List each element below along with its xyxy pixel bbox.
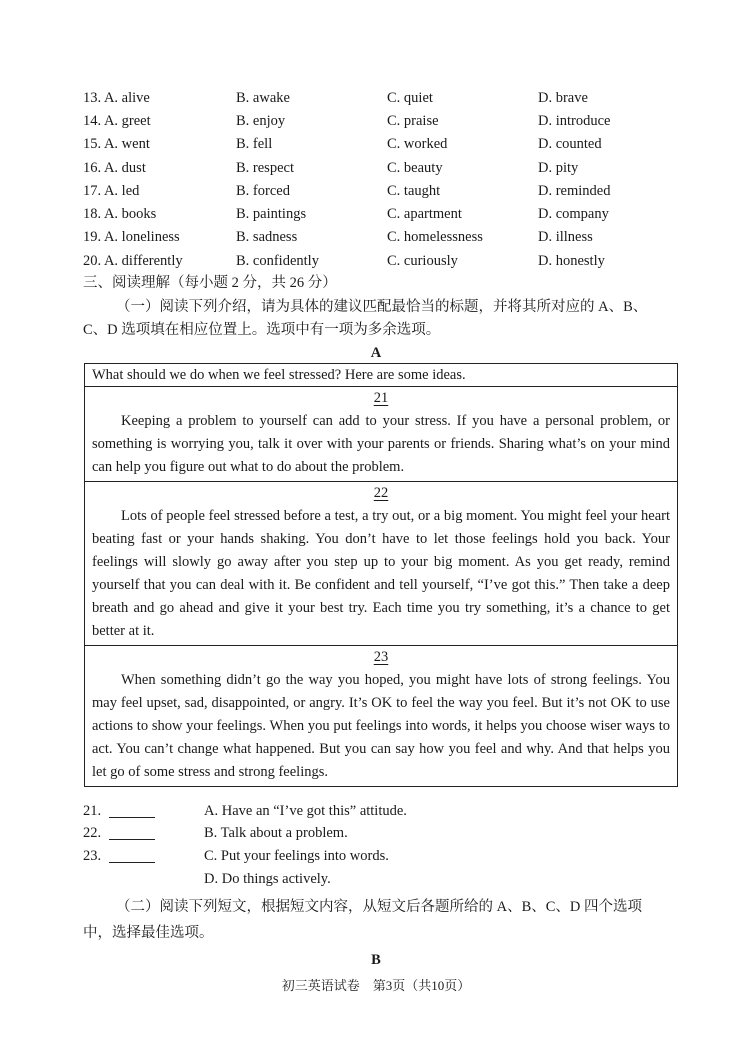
option-a: 16. A. dust bbox=[83, 160, 146, 176]
part1-instruction-line2: C、D 选项填在相应位置上。选项中有一项为多余选项。 bbox=[83, 322, 441, 338]
option-c: C. apartment bbox=[387, 206, 462, 222]
answer-row-extra bbox=[83, 868, 483, 890]
option-row-17 bbox=[83, 180, 683, 202]
option-b: B. enjoy bbox=[236, 113, 286, 129]
option-a: 15. A. went bbox=[83, 136, 150, 152]
option-b: B. forced bbox=[236, 183, 290, 199]
passage-block-22 bbox=[85, 482, 677, 646]
option-b: B. confidently bbox=[236, 253, 319, 269]
answer-number: 21. bbox=[83, 803, 102, 819]
option-c: C. taught bbox=[387, 183, 441, 199]
answer-option: A. Have an “I’ve got this” attitude. bbox=[204, 803, 407, 819]
option-b: B. fell bbox=[236, 136, 273, 152]
blank-number bbox=[92, 387, 670, 410]
option-d: D. brave bbox=[538, 90, 588, 106]
option-d: D. honestly bbox=[538, 253, 605, 269]
answer-option: C. Put your feelings into words. bbox=[204, 848, 389, 864]
passage-block-21 bbox=[85, 387, 677, 482]
option-d: D. introduce bbox=[538, 113, 611, 129]
option-row-13 bbox=[83, 87, 683, 109]
part2-instruction-line1: （二）阅读下列短文，根据短文内容，从短文后各题所给的 A、B、C、D 四个选项 bbox=[116, 899, 643, 915]
option-a: 19. A. loneliness bbox=[83, 229, 180, 245]
passage-paragraph: Lots of people feel stressed before a test, a try out, or a big moment. You might feel your heart beating fast or your hands shaking. You don’t have to let those feelings hold you back. Your feelings will slowly go away after you step up to your big moment. As you get ready, remind yourself that you can deal with it. Be confident and tell yourself, “I’ve got this.” Then take a deep breath and go ahead and give it your best try. Each time you try something, it’s a chance to get better at it. bbox=[92, 508, 670, 639]
option-d: D. company bbox=[538, 206, 609, 222]
blank-number-label: 23 bbox=[373, 649, 389, 665]
blank-number bbox=[92, 646, 670, 669]
option-d: D. reminded bbox=[538, 183, 611, 199]
passage-intro: What should we do when we feel stressed? Here are some ideas. bbox=[85, 364, 677, 387]
option-c: C. homelessness bbox=[387, 229, 483, 245]
answer-blank[interactable] bbox=[109, 827, 155, 840]
option-row-18 bbox=[83, 203, 683, 225]
option-row-16 bbox=[83, 157, 683, 179]
passage-paragraph: When something didn’t go the way you hoped, you might have lots of strong feelings. You may feel upset, sad, disappointed, or angry. It’s OK to feel the way you feel. But it’s not OK to use actions to show your feelings. When you put feelings into words, it helps you choose wiser ways to act. You can’t change what happened. But you can say how you feel and why. And that helps you let go of some stress and strong feelings. bbox=[92, 672, 670, 780]
answer-option: D. Do things actively. bbox=[204, 871, 331, 887]
option-row-19 bbox=[83, 226, 683, 248]
option-b: B. paintings bbox=[236, 206, 307, 222]
blank-number-label: 21 bbox=[373, 390, 389, 406]
option-a: 17. A. led bbox=[83, 183, 140, 199]
option-c: C. praise bbox=[387, 113, 439, 129]
option-row-14 bbox=[83, 110, 683, 132]
answer-number: 22. bbox=[83, 825, 102, 841]
section-heading: 三、阅读理解（每小题 2 分，共 26 分） bbox=[83, 275, 337, 291]
option-a: 14. A. greet bbox=[83, 113, 151, 129]
option-b: B. awake bbox=[236, 90, 290, 106]
option-b: B. respect bbox=[236, 160, 294, 176]
passage-a-title: A bbox=[370, 345, 382, 361]
option-c: C. quiet bbox=[387, 90, 433, 106]
option-row-20 bbox=[83, 250, 683, 272]
answer-row-23 bbox=[83, 845, 483, 867]
answer-blank[interactable] bbox=[109, 805, 155, 818]
option-a: 18. A. books bbox=[83, 206, 157, 222]
answer-number: 23. bbox=[83, 848, 102, 864]
blank-number-label: 22 bbox=[373, 485, 389, 501]
answer-row-21 bbox=[83, 800, 483, 822]
option-c: C. beauty bbox=[387, 160, 443, 176]
passage-block-23 bbox=[85, 646, 677, 786]
option-a: 20. A. differently bbox=[83, 253, 183, 269]
option-d: D. illness bbox=[538, 229, 593, 245]
option-c: C. worked bbox=[387, 136, 448, 152]
option-a: 13. A. alive bbox=[83, 90, 150, 106]
passage-paragraph: Keeping a problem to yourself can add to your stress. If you have a personal problem, or something is worrying you, talk it over with your parents or friends. Sharing what’s on your mind can help you figure out what to do about the problem. bbox=[92, 413, 670, 475]
page-footer: 初三英语试卷 第3页（共10页） bbox=[281, 978, 471, 993]
option-d: D. counted bbox=[538, 136, 602, 152]
option-d: D. pity bbox=[538, 160, 579, 176]
blank-number bbox=[92, 482, 670, 505]
option-c: C. curiously bbox=[387, 253, 458, 269]
part2-instruction-line2: 中，选择最佳选项。 bbox=[83, 925, 214, 941]
option-b: B. sadness bbox=[236, 229, 298, 245]
answer-row-22 bbox=[83, 822, 483, 844]
answer-blank[interactable] bbox=[109, 850, 155, 863]
part1-instruction-line1: （一）阅读下列介绍，请为具体的建议匹配最恰当的标题，并将其所对应的 A、B、 bbox=[116, 299, 648, 315]
option-row-15 bbox=[83, 133, 683, 155]
passage-b-title: B bbox=[371, 952, 381, 968]
answer-option: B. Talk about a problem. bbox=[204, 825, 348, 841]
passage-a-table bbox=[84, 363, 678, 787]
